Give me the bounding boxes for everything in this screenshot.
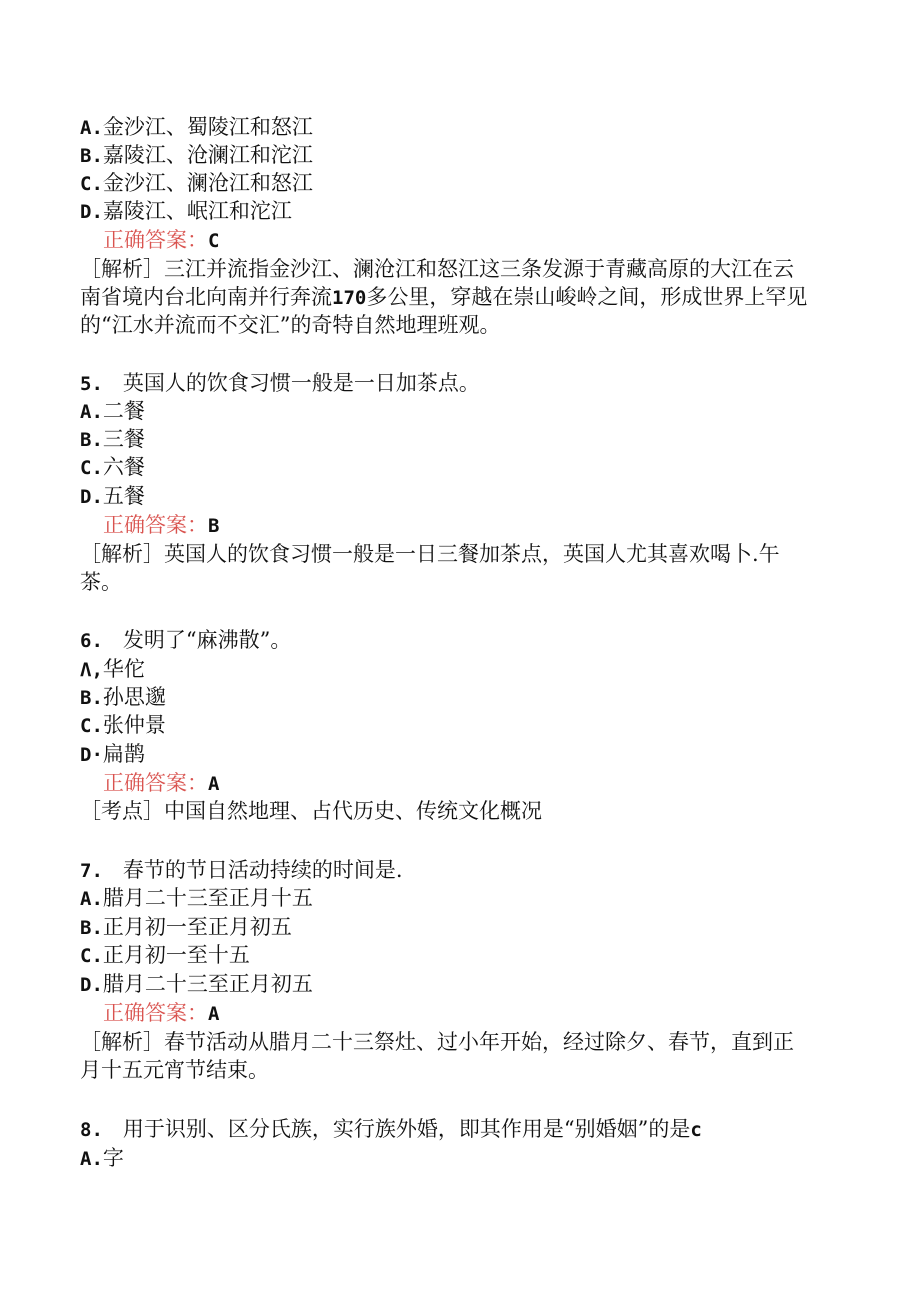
option-a	[80, 1144, 124, 1173]
option-mark: A.	[80, 117, 103, 139]
question-tail: c	[690, 1119, 702, 1141]
option-mark: Λ,	[80, 659, 103, 681]
option-text: 金沙江、澜沧江和怒江	[102, 171, 313, 195]
option-b	[80, 683, 166, 712]
correct-answer	[103, 999, 219, 1028]
answer-letter: A	[208, 1003, 220, 1025]
option-text: 五餐	[102, 484, 145, 508]
option-mark: B.	[80, 687, 103, 709]
option-mark: A.	[80, 1148, 103, 1170]
question-stem	[80, 626, 291, 655]
option-text: 扁鹊	[102, 742, 145, 766]
analysis-line: ［解析］三江并流指金沙江、澜沧江和怒江这三条发源于青藏高原的大江在云	[80, 257, 794, 281]
option-a	[80, 655, 145, 684]
option-d	[80, 482, 145, 511]
analysis-line: 茶。	[80, 570, 122, 594]
answer-label: 正确答案：	[103, 1001, 208, 1025]
analysis-text: 多公里，穿越在崇山峻岭之间，形成世界上罕见	[366, 285, 808, 309]
option-a	[80, 884, 313, 913]
analysis-line: ［解析］英国人的饮食习惯一般是一日三餐加茶点，英国人尤其喜欢喝卜.午	[80, 542, 780, 566]
analysis-text: 南省境内台北向南并行奔流	[80, 285, 332, 309]
option-mark: D.	[80, 486, 103, 508]
answer-letter: A	[208, 773, 220, 795]
option-text: 腊月二十三至正月初五	[102, 972, 313, 996]
question-text: 英国人的饮食习惯一般是一日加茶点。	[122, 371, 480, 395]
option-mark: A.	[80, 888, 103, 910]
option-c	[80, 169, 313, 198]
option-d	[80, 740, 145, 769]
option-mark: C.	[80, 457, 103, 479]
question-text: 用于识别、区分氏族，实行族外婚，即其作用是“别婚姻”的是	[122, 1117, 691, 1141]
analysis-line: ［考点］中国自然地理、占代历史、传统文化概况	[80, 799, 542, 823]
option-text: 腊月二十三至正月十五	[102, 886, 313, 910]
option-mark: A.	[80, 401, 103, 423]
question-stem	[80, 856, 403, 885]
question-text: 春节的节日活动持续的时间是.	[122, 858, 403, 882]
option-text: 孙思邈	[102, 685, 166, 709]
option-c	[80, 711, 166, 740]
answer-label: 正确答案：	[103, 513, 208, 537]
option-mark: B.	[80, 145, 103, 167]
correct-answer	[103, 511, 219, 540]
answer-label: 正确答案：	[103, 228, 208, 252]
option-text: 金沙江、蜀陵江和怒江	[102, 115, 313, 139]
option-a	[80, 397, 145, 426]
analysis-line	[80, 283, 807, 312]
option-text: 二餐	[102, 399, 145, 423]
option-text: 正月初一至十五	[102, 943, 250, 967]
option-text: 正月初一至正月初五	[102, 915, 292, 939]
option-mark: C.	[80, 173, 103, 195]
question-text: 发明了“麻沸散”。	[122, 628, 292, 652]
option-text: 三餐	[102, 427, 145, 451]
option-text: 华佗	[102, 657, 145, 681]
question-number: 7.	[80, 860, 103, 882]
option-d	[80, 197, 292, 226]
option-c	[80, 941, 250, 970]
question-number: 8.	[80, 1119, 103, 1141]
answer-label: 正确答案：	[103, 771, 208, 795]
question-stem	[80, 369, 480, 398]
option-b	[80, 425, 145, 454]
correct-answer	[103, 226, 219, 255]
option-mark: B.	[80, 917, 103, 939]
option-text: 嘉陵江、岷江和沱江	[102, 199, 292, 223]
option-mark: D.	[80, 974, 103, 996]
question-number: 6.	[80, 630, 103, 652]
analysis-line: ［解析］春节活动从腊月二十三祭灶、过小年开始，经过除夕、春节，直到正	[80, 1030, 794, 1054]
correct-answer	[103, 769, 219, 798]
analysis-line: 的“江水并流而不交汇”的奇特自然地理班观。	[80, 313, 501, 337]
answer-letter: B	[208, 515, 220, 537]
option-mark: C.	[80, 715, 103, 737]
option-c	[80, 453, 145, 482]
option-mark: C.	[80, 945, 103, 967]
option-b	[80, 913, 292, 942]
analysis-line: 月十五元宵节结束。	[80, 1058, 269, 1082]
option-mark: D·	[80, 744, 103, 766]
option-mark: B.	[80, 429, 103, 451]
analysis-number: 170	[332, 287, 367, 309]
question-number: 5.	[80, 373, 103, 395]
option-text: 六餐	[102, 455, 145, 479]
option-mark: D.	[80, 201, 103, 223]
option-a	[80, 113, 313, 142]
answer-letter: C	[208, 230, 220, 252]
option-d	[80, 970, 313, 999]
option-text: 字	[102, 1146, 124, 1170]
option-text: 张仲景	[102, 713, 166, 737]
option-text: 嘉陵江、沧澜江和沱江	[102, 143, 313, 167]
option-b	[80, 141, 313, 170]
question-stem	[80, 1115, 702, 1144]
